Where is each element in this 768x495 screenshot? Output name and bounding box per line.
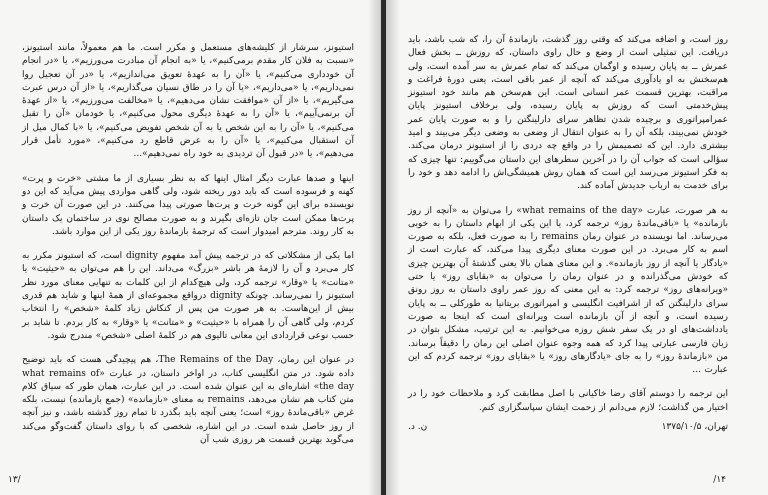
- left-page-text: [22, 42, 354, 447]
- paragraph: این ترجمه را دوستم آقای رضا خاکیانی با اصل مطابقت کرد و ملاحظات خود را در اختیار من گذاشت؛ لازم می‌دانم از زحمت ایشان سپاسگزاری کنم.: [408, 389, 728, 413]
- page-number: ۱۳/: [8, 475, 21, 485]
- page-shadow: [386, 0, 400, 495]
- paragraph: به هر صورت، عبارت «what remains of the day» را می‌توان به «آنچه از روز بازمانده» یا «باقی‌ماندهٔ روز» ترجمه کرد، یا این یکی از ابهام داستان را به خوبی می‌رساند. اما نویسنده در عنوان رمان remains را به صورت فعل، بلکه به صورت اسم به کار می‌برد. در این صورت معنای دیگری پیدا می‌کند، که عبارت است از «یادگار یا آنچه از روز بازمانده». و این معنای همان بالا یعنی گذشتهٔ آن بهترین چیزی که خودش می‌گذرانده و در عنوان رمان را می‌توان به «بقایای روز» یا حتی «ویرانه‌های روز» ترجمه کرد: به این معنی که روز عمر راوی داستان به روز رونق سرای دارلینگتن که از اشرافیت انگلیسی و امپراتوری بریتانیا به طورکلی ــ به پایان رسیده است، و آنچه از آن بازمانده است ویرانه‌ای است که اینجا به صورت یادداشت‌های او در یک سفر شش روزه می‌خوانیم. به این ترتیب، مشکل بتوان در زبان فارسی عبارتی پیدا کرد که همه وجوه عنوان اصلی این رمان را دقیقاً برساند. من «بازماندهٔ روز» را به جای «یادگارهای روز» یا «بقایای روز» ترجمه کردم که این عبارت ...: [408, 205, 729, 376]
- left-page: [0, 0, 382, 495]
- paragraph: اما یکی از مشکلاتی که در ترجمه پیش آمد مفهوم dignity است، که استیونز مکرر به کار می‌برد و آن را لازمهٔ هر باشر «بزرگ» می‌داند. این را هم می‌توان به «حیثیت» یا «متانت» یا «وقار» ترجمه کرد، ولی هیچ‌کدام از این کلمات به تنهایی معنای مورد نظر استیونز را نمی‌رساند. چونکه dignity درواقع مجموعه‌ای از همهٔ اینها و شاید هم قدری بیش از این‌هاست. به هر صورت من پس از کنکاش زیاد کلمهٔ «شخص» را انتخاب کردم، ولی گاهی آن را همراه با «حیثیت» و «متانت» یا «وقار» به کار بردم. تا شاید بر حسب نوعی قراردادی این معانی تالیوی هم در کلمهٔ اصلی «شخص» مندرج شود.: [22, 251, 355, 341]
- signature-initials: ن. د.: [408, 422, 428, 433]
- signature-place-date: تهران، ۱۳۷۵/۱۰/۵: [661, 422, 728, 433]
- right-page-text: [408, 34, 728, 434]
- paragraph: اینها و صدها عبارت دیگر امثال اینها که به نظر بسیاری از ما مشتی «خرت و پرت» کهنه و فرسوده است که باید دور ریخته شود، ولی گاهی مواردی پیش می‌آید که این دو نویسنده برای این گونه خرت و پرت‌ها صورتی پیدا می‌کنند. در این صورت آن خرت و پرت‌ها ممکن است جان تازه‌ای بگیرند و به صورت مصالح نوی در ساختمان یک داستان به کار روند. مترجم امیدوار است که ترجمهٔ بازماندهٔ روز یکی از این موارد باشد.: [22, 173, 354, 237]
- signature-line: [408, 421, 728, 434]
- page-number: /۱۴: [713, 475, 726, 485]
- paragraph: استیونز، سرشار از کلیشه‌های مستعمل و مکرر است. ما هم معمولاً، مانند استیونز، «نسبت به فلان کار مقدم برمی‌کنیم»، یا «به انجام آن مبادرت می‌ورزیم»، یا «در انجام آن خودداری می‌کنیم»، یا «آن را به عهدهٔ تعویق می‌اندازیم»، یا «در آن تعجیل روا نمی‌داریم»، یا «می‌داریم»، «یا آن را در طاق نسیان می‌گذاریم»، یا «از آن درس عبرت می‌گیریم»، یا «از آن «موافقت نشان می‌دهیم»، یا «مخالفت می‌ورزیم»، یا «از عهدهٔ آن برنمی‌آییم»، یا «آن را به عهدهٔ دیگری محول می‌کنیم»، یا خودمان «آن را تقبل می‌کنیم»، یا «آن را به این شخص یا به آن شخص تفویض می‌کنیم»، یا «با کمال میل از آن استقبال می‌کنیم»، یا «آن را به عرض قاطع رد می‌کنیم»، «مورد تأمل قرار می‌دهیم»، یا «در قبول آن تردیدی به خود راه نمی‌دهیم»...: [22, 43, 354, 160]
- paragraph: روز است، و اضافه می‌کند که وقتی روز گذشت، بازماندهٔ آن را، که شب باشد، باید دریافت. این تمثیلی است از وضع و حال راوی داستان، که روزش ــ بخش فعال عمرش ــ به پایان رسیده و اوگمان می‌کند که تمام عمرش به سر آمده است، ولی هم‌سخنش به او یادآوری می‌کند که آنچه از عمر باقی است، یعنی دورهٔ فراغت و مراقبت، بهترین قسمت عمر انسانی است. این هم‌سخن هم مانند خود استیونز پیش‌خدمتی است که روزش به پایان رسیده، ولی برخلاف استیونز پایان عمرامپراتوری و برچیده شدن تظاهر سرای دارلینگتن را و به صورت پایان عمر خودش نمی‌بیند، بلکه آن را به عنوان انتقال از وضعی به وضعی دیگر می‌بیند و امید بیشتری دارد. این که تصمیمش را در واقع چه دردی را از استیونز درمان می‌کند. سؤالی است که جواب آن را در آخرین سطرهای این داستان می‌گوییم: تنها چیزی که به فکر استیونز می‌رسد این است که همان روش همیشگی‌اش را ادامه دهد و خود را برای خدمت به ارباب جدیدش آماده کند.: [408, 35, 728, 192]
- right-page: [386, 0, 768, 495]
- page-shadow: [368, 0, 382, 495]
- paragraph: در عنوان این رمان، The Remains of the Day، هم پیچیدگی هست که باید توضیح داده شود. در متن انگلیسی کتاب، در اواخر داستان، در عبارت «what remains of the day» اشاره‌ای به این عنوان شده است. در این عبارت، همان طور که سیاق کلام متن کتاب هم نشان می‌دهد، remains به معنای «بازمانده» (جمع بازمانده) نیست، بلکه غرض «باقی‌ماندهٔ روز» است؛ یعنی آنچه باید بگذرد تا تمام روز گذشته باشد، و نیز آنچه از روز حاصل شده است. در این اشاره، شخصی که با روای داستان گفت‌وگو می‌کند می‌گوید بهترین قسمت هر روزی شب آن: [22, 355, 355, 446]
